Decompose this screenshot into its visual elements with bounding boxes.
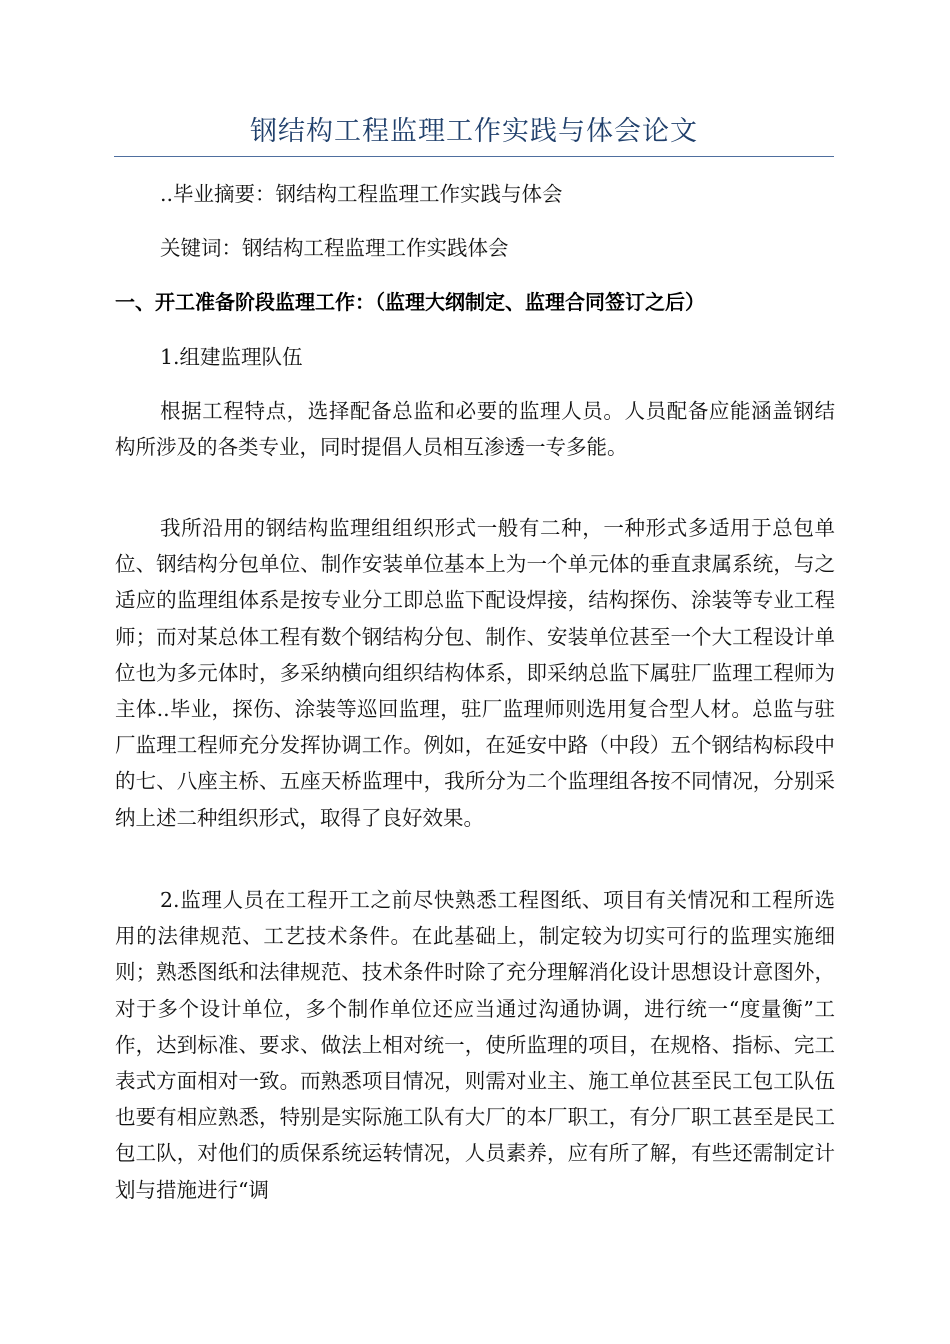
paragraph-organization-forms: 我所沿用的钢结构监理组组织形式一般有二种，一种形式多适用于总包单位、钢结构分包单位、制作安装单位基本上为一个单元体的垂直隶属系统，与之适应的监理组体系是按专业分工即总监下配设焊接，结构探伤、涂装等专业工程师；而对某总体工程有数个钢结构分包、制作、安装单位甚至一个大工程设计单位也为多元体时，多采纳横向组织结构体系，即采纳总监下属驻厂监理工程师为主体..毕业，探伤、涂装等巡回监理，驻厂监理师则选用复合型人材。总监与驻厂监理工程师充分发挥协调工作。例如，在延安中路（中段）五个钢结构标段中的七、八座主桥、五座天桥监理中，我所分为二个监理组各按不同情况，分别采纳上述二种组织形式，取得了良好效果。 [115,516,835,830]
keywords-line: 关键词：钢结构工程监理工作实践体会 [160,236,509,260]
paragraph-team-composition: 根据工程特点，选择配备总监和必要的监理人员。人员配备应能涵盖钢结构所涉及的各类专业，同时提倡人员相互渗透一专多能。 [115,399,835,460]
section-heading: 一、开工准备阶段监理工作：（监理大纲制定、监理合同签订之后） [115,290,705,314]
paragraph-preparation: 2.监理人员在工程开工之前尽快熟悉工程图纸、项目有关情况和工程所选用的法律规范、工艺技术条件。在此基础上，制定较为切实可行的监理实施细则；熟悉图纸和法律规范、技术条件时除了充分理解消化设计思想设计意图外，对于多个设计单位，多个制作单位还应当通过沟通协调，进行统一“度量衡”工作，达到标准、要求、做法上相对统一，使所监理的项目，在规格、指标、完工表式方面相对一致。而熟悉项目情况，则需对业主、施工单位甚至民工包工队伍也要有相应熟悉，特别是实际施工队有大厂的本厂职工，有分厂职工甚至是民工包工队，对他们的质保系统运转情况，人员素养，应有所了解，有些还需制定计划与措施进行“调 [115,888,835,1202]
document-title: 钢结构工程监理工作实践与体会论文 [250,116,698,147]
abstract-line: ..毕业摘要：钢结构工程监理工作实践与体会 [160,182,563,206]
title-block [114,112,834,157]
subsection-heading: 1.组建监理队伍 [160,345,303,369]
